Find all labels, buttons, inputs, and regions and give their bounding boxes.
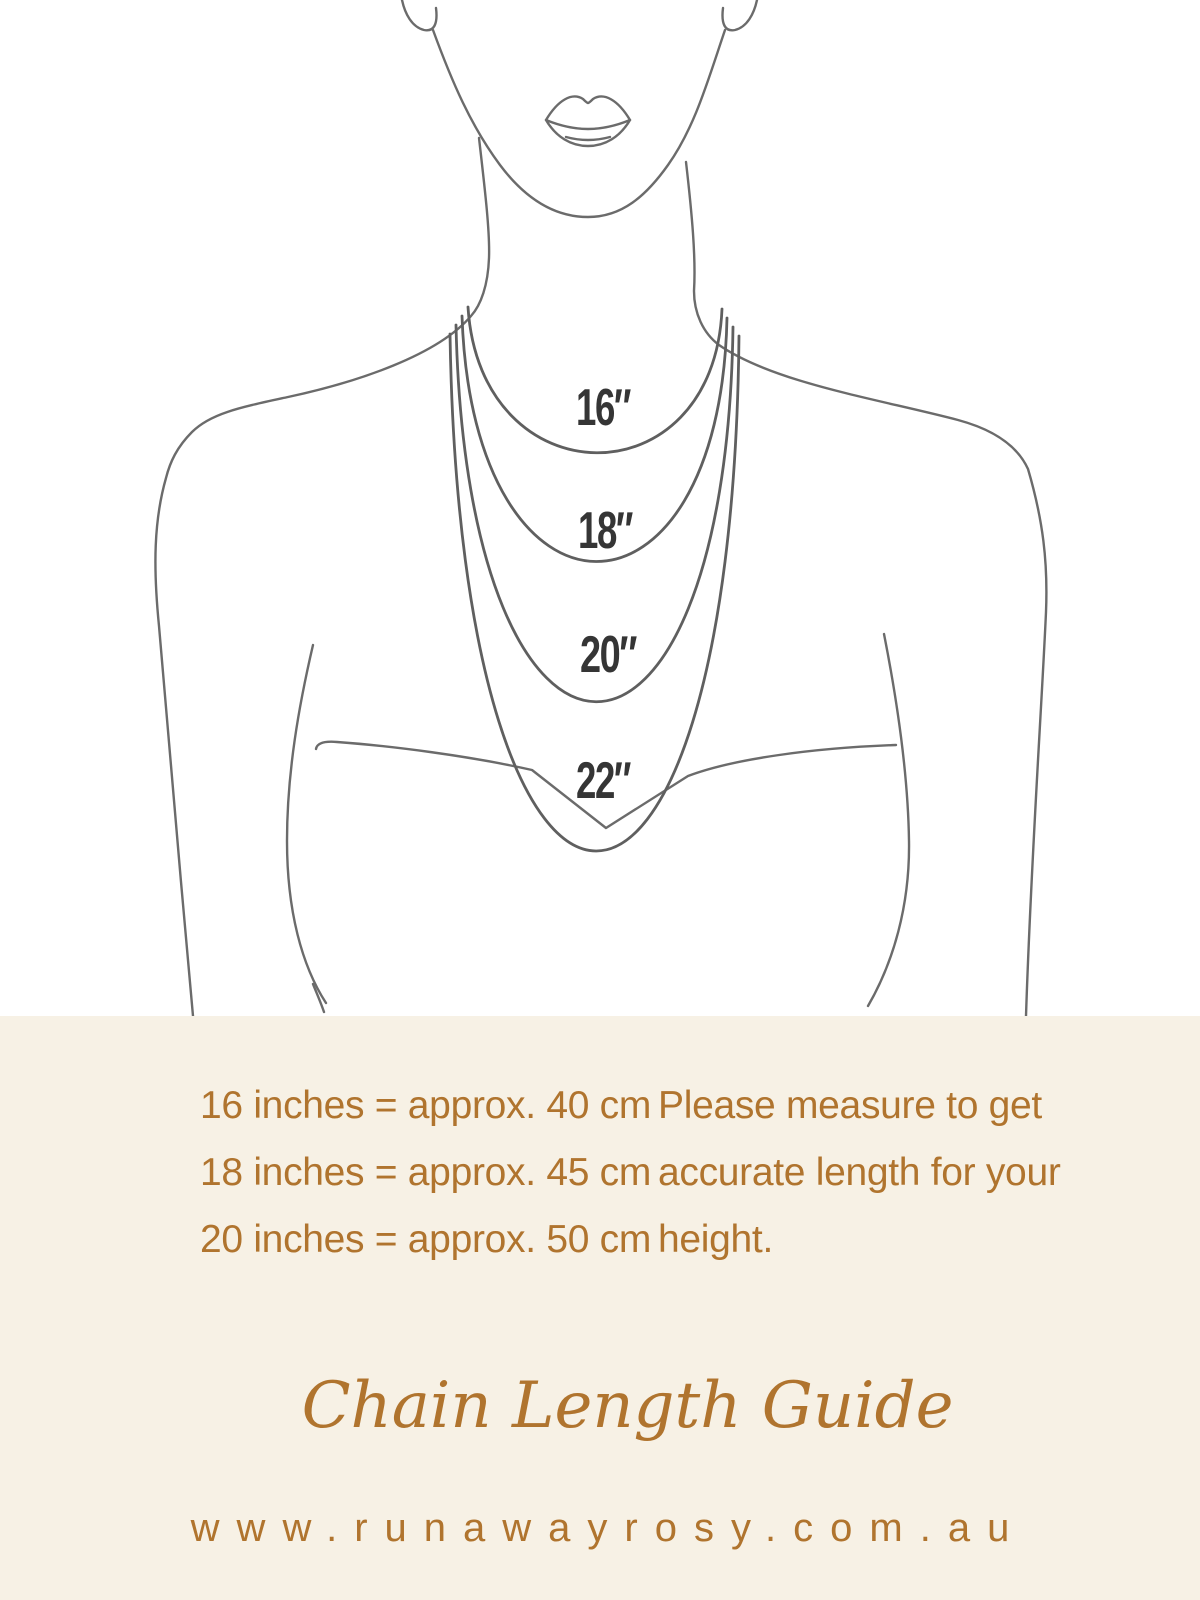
measure-note-line-1: Please measure to get <box>658 1084 1042 1127</box>
lips-inner-line <box>566 137 610 140</box>
measure-note <box>658 1072 1078 1273</box>
left-torso-line <box>287 645 326 1003</box>
conversion-columns <box>0 1072 1200 1273</box>
necklace-18-inch-label: 18″ <box>578 502 633 560</box>
measure-note-line-2: accurate length for your <box>658 1151 1061 1194</box>
necklace-20-inch-label: 20″ <box>580 626 637 684</box>
left-neck-shoulder-arm-line <box>155 138 489 1016</box>
conversion-list <box>200 1072 658 1273</box>
lips-mouth-line <box>546 120 630 129</box>
measure-note-line-3: height. <box>658 1218 773 1261</box>
lips-outline <box>546 97 630 146</box>
website-url: www.runawayrosy.com.au <box>190 1506 1027 1551</box>
page-title: Chain Length Guide <box>301 1369 954 1443</box>
right-torso-line <box>868 634 909 1006</box>
jaw-chin-line <box>433 30 725 217</box>
info-section <box>0 1016 1200 1600</box>
left-ear-line <box>402 0 437 30</box>
conversion-line-20: 20 inches = approx. 50 cm <box>200 1218 652 1261</box>
right-neck-shoulder-arm-line <box>686 162 1046 1016</box>
conversion-line-16: 16 inches = approx. 40 cm <box>200 1084 652 1127</box>
necklace-22-inch-label: 22″ <box>576 752 631 810</box>
necklace-16-inch-label: 16″ <box>576 379 631 437</box>
right-ear-line <box>723 0 758 30</box>
conversion-line-18: 18 inches = approx. 45 cm <box>200 1151 652 1194</box>
